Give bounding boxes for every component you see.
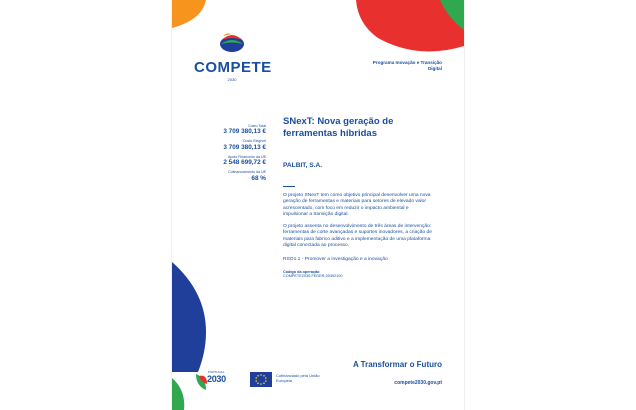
slogan: A Transformar o Futuro [352,360,442,369]
finance-label: Cofinanciamento da UE [228,170,266,175]
website-url: compete2030.gov.pt [394,380,442,386]
company-name: PALBIT, S.A. [283,162,323,169]
compete-logo-mark [217,30,247,54]
description-paragraph: O projeto assenta no desenvolvimento de três áreas de intervenção: ferramentas de corte avançadas e suportes inovadores, a criação de materiais para fabrico aditivo e a implementação de uma plataforma digital conectada ao processo. [283,224,432,249]
finance-row-eligible-cost [192,139,266,151]
portugal-2030-mark [194,372,208,392]
finance-value: 68 % [251,174,266,182]
portugal-2030-small-text: PORTUGAL [208,370,225,374]
green-bottom-shape [172,370,188,410]
project-title: SNexT: Nova geração de ferramentas híbridas [283,116,394,139]
finance-label: Custo Elegível [242,139,266,144]
finance-value: 2 548 699,72 € [223,159,266,167]
logo-subtext: 2030 [227,77,237,82]
blue-left-shape [172,252,206,372]
compete-logo [194,30,270,82]
rso-objective: RSO1.1 - Promover a investigação e a inovação [283,257,388,263]
finance-label: Custo Total [248,124,266,128]
operation-code: COMPETE2030-FEDER-00392100 [283,274,343,279]
red-corner-shape [348,0,464,58]
finance-row-cofinancing-rate [192,170,266,182]
eu-cofinancing-text: Cofinanciado pela União Europeia [276,373,320,383]
orange-corner-shape [172,0,212,32]
eu-stars-icon [250,372,272,387]
project-poster [172,0,464,410]
finance-row-eu-support [192,155,266,167]
portugal-2030-wordmark: 2030 [207,374,226,384]
financial-summary [192,124,266,186]
portugal-2030-logo [194,370,238,392]
logo-wordmark: COMPETE [194,59,272,76]
finance-value: 3 709 380,13 € [223,143,266,151]
operation-code-label: Código da operação [283,269,320,274]
finance-value: 3 709 380,13 € [223,128,266,136]
finance-label: Apoio Financeiro da UE [228,154,266,159]
finance-row-total-cost [192,124,266,136]
project-content [283,116,433,279]
eu-flag-icon [250,372,272,387]
divider [283,186,295,187]
program-name: Programa Inovação e Transição Digital [372,60,442,71]
description-paragraph: O projeto SNexT tem como objetivo principal desenvolver uma nova geração de ferramentas e materiais para setores de elevado valor acrescentado, com foco em reduzir o impacto ambiental e impulsionar a transição digital. [283,193,431,217]
